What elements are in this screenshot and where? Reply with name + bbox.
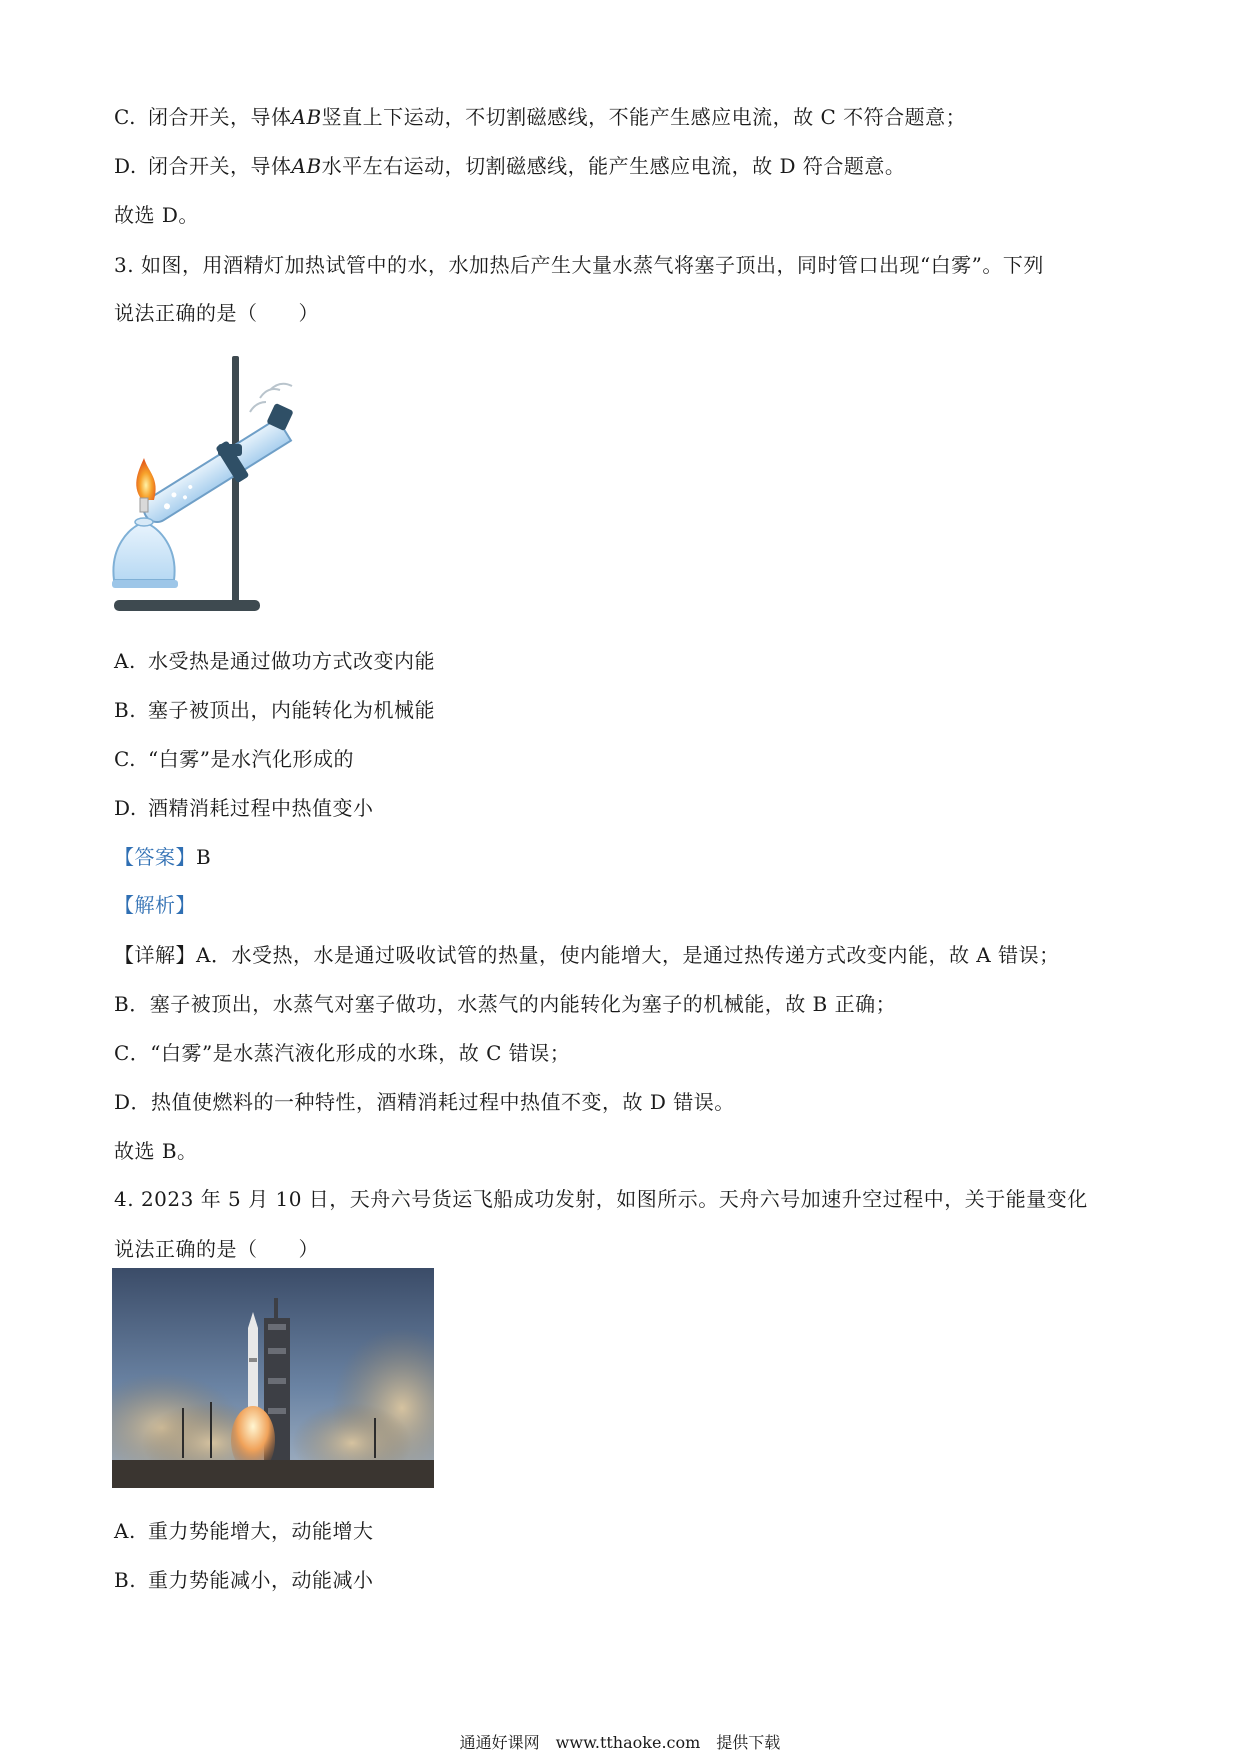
- q4-stem-line2: 说法正确的是（ ）: [114, 1237, 319, 1261]
- page-footer: 通通好课网 www.tthaoke.com 提供下载: [459, 1733, 781, 1752]
- q4-stem-line1: 4. 2023 年 5 月 10 日，天舟六号货运飞船成功发射，如图所示。天舟六号加速升空过程中，关于能量变化: [114, 1187, 1088, 1211]
- detail-text: A．水受热，水是通过吸收试管的热量，使内能增大，是通过热传递方式改变内能，故 A 错误；: [196, 943, 1060, 967]
- rocket: [248, 1328, 258, 1418]
- detail-tag: 【详解】: [114, 943, 196, 967]
- q3-conclusion: 故选 B。: [114, 1139, 198, 1163]
- option-label: D.: [114, 154, 137, 178]
- answer-tag: 【答案】: [114, 845, 196, 869]
- option-text: “白雾”是水汽化形成的: [148, 747, 354, 771]
- analysis-text: 闭合开关，导体: [148, 154, 292, 178]
- q3-option-d: [114, 795, 374, 821]
- q3-analysis-tag: [114, 892, 196, 918]
- wick: [140, 498, 148, 512]
- q3-stem-line2: 说法正确的是（ ）: [114, 301, 319, 325]
- option-label: A.: [114, 649, 136, 673]
- q3-option-c: [114, 746, 354, 772]
- test-tube: [139, 419, 291, 527]
- analysis-text: 水平左右运动，切割磁感线，能产生感应电流，故 D 符合题意。: [321, 154, 906, 178]
- option-text: 重力势能增大，动能增大: [148, 1519, 374, 1543]
- flame: [136, 458, 155, 500]
- option-text: 塞子被顶出，内能转化为机械能: [148, 698, 435, 722]
- analysis-tag: 【解析】: [114, 893, 196, 917]
- option-label: A.: [114, 1519, 136, 1543]
- prev-conclusion: 故选 D。: [114, 203, 199, 227]
- clamp-arm: [218, 444, 242, 456]
- option-label: B.: [114, 698, 137, 722]
- q3-detail-d: D．热值使燃料的一种特性，酒精消耗过程中热值不变，故 D 错误。: [114, 1090, 735, 1114]
- q3-option-b: [114, 697, 435, 723]
- q3-detail-a: [114, 942, 1060, 968]
- analysis-text: 竖直上下运动，不切割磁感线，不能产生感应电流，故 C 不符合题意；: [321, 105, 967, 129]
- q3-stem-line1: 3. 如图，用酒精灯加热试管中的水，水加热后产生大量水蒸气将塞子顶出，同时管口出现“白雾”。下列: [114, 253, 1044, 277]
- rocket-launch-photo: [112, 1268, 434, 1488]
- option-text: 重力势能减小，动能减小: [148, 1568, 374, 1592]
- q3-answer: [114, 844, 211, 870]
- variable-ab: AB: [291, 105, 322, 129]
- analysis-text: 闭合开关，导体: [148, 105, 292, 129]
- option-text: 酒精消耗过程中热值变小: [148, 796, 374, 820]
- variable-ab: AB: [291, 154, 322, 178]
- q4-option-b: [114, 1567, 374, 1593]
- prev-analysis-c: [114, 104, 966, 130]
- option-label: C.: [114, 105, 136, 129]
- q3-detail-b: B．塞子被顶出，水蒸气对塞子做功，水蒸气的内能转化为塞子的机械能，故 B 正确；: [114, 992, 897, 1016]
- q3-option-a: [114, 648, 435, 674]
- option-text: 水受热是通过做功方式改变内能: [148, 649, 435, 673]
- q4-option-a: [114, 1518, 374, 1544]
- prev-analysis-d: [114, 153, 905, 179]
- q3-detail-c: C．“白雾”是水蒸汽液化形成的水珠，故 C 错误；: [114, 1041, 571, 1065]
- option-label: B.: [114, 1568, 137, 1592]
- alcohol-lamp-test-tube-illustration: [110, 350, 340, 620]
- alcohol-lamp: [113, 522, 174, 580]
- ground: [112, 1460, 434, 1488]
- option-label: D.: [114, 796, 137, 820]
- option-label: C.: [114, 747, 136, 771]
- answer-value: B: [196, 845, 212, 869]
